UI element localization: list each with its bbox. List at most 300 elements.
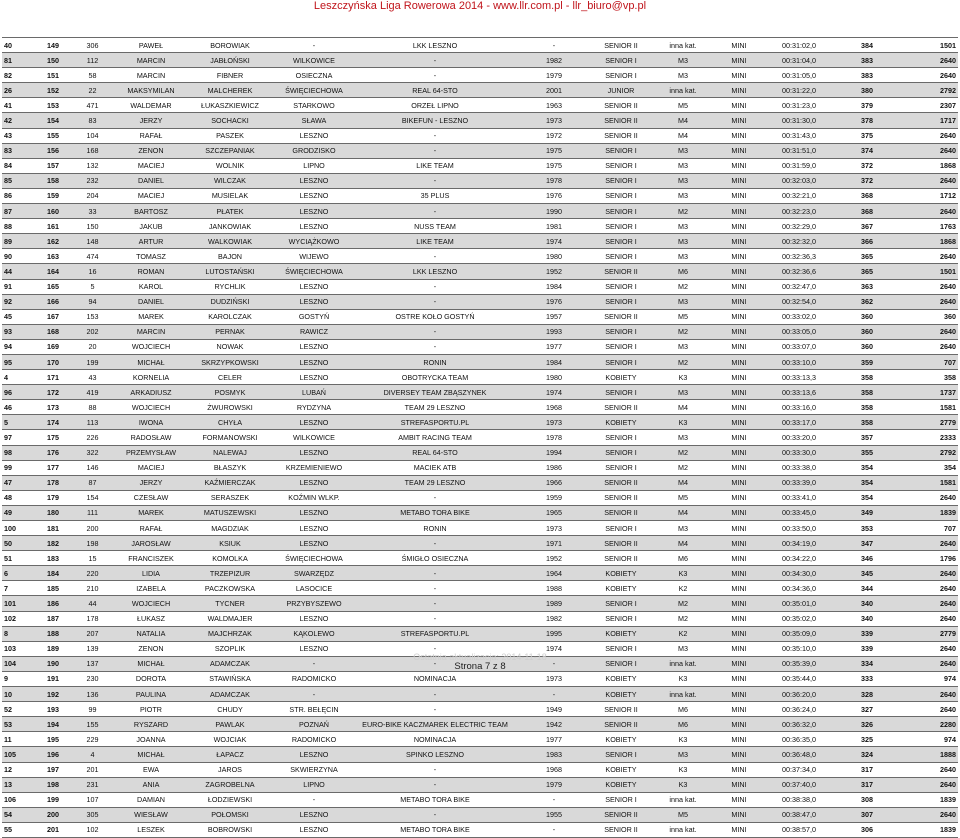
age-group-cell: K3 <box>649 777 717 792</box>
time-cell: 00:34:30,0 <box>761 566 837 581</box>
overall-place-cell: 182 <box>36 536 70 551</box>
time-cell: 00:33:10,0 <box>761 354 837 369</box>
last-name-cell: CHYŁA <box>187 415 273 430</box>
town-cell: ŚWIĘCIECHOWA <box>273 551 355 566</box>
time-cell: 00:33:45,0 <box>761 505 837 520</box>
total-points-cell: 2280 <box>897 717 958 732</box>
category-cell: SENIOR II <box>593 822 649 837</box>
last-name-cell: STAWIŃSKA <box>187 671 273 686</box>
points-cell: 365 <box>837 264 897 279</box>
first-name-cell: MAREK <box>115 309 187 324</box>
birth-year-cell: 1989 <box>515 596 593 611</box>
category-cell: SENIOR I <box>593 204 649 219</box>
table-row <box>2 777 958 792</box>
last-name-cell: PASZEK <box>187 128 273 143</box>
category-place-cell: 26 <box>2 83 36 98</box>
bib-number-cell: 155 <box>70 717 115 732</box>
distance-cell: MINI <box>717 83 761 98</box>
bib-number-cell: 136 <box>70 687 115 702</box>
first-name-cell: WOJCIECH <box>115 400 187 415</box>
last-name-cell: WILCZAK <box>187 173 273 188</box>
category-place-cell: 9 <box>2 671 36 686</box>
town-cell: WYCIĄŻKOWO <box>273 234 355 249</box>
category-place-cell: 50 <box>2 536 36 551</box>
table-row <box>2 536 958 551</box>
points-cell: 339 <box>837 626 897 641</box>
town-cell: RYDZYNA <box>273 400 355 415</box>
category-cell: SENIOR I <box>593 354 649 369</box>
distance-cell: MINI <box>717 777 761 792</box>
bib-number-cell: 201 <box>70 762 115 777</box>
last-name-cell: SERASZEK <box>187 490 273 505</box>
table-row <box>2 762 958 777</box>
table-row <box>2 400 958 415</box>
last-name-cell: POSMYK <box>187 385 273 400</box>
first-name-cell: MICHAŁ <box>115 747 187 762</box>
distance-cell: MINI <box>717 596 761 611</box>
last-name-cell: CELER <box>187 370 273 385</box>
birth-year-cell: 1959 <box>515 490 593 505</box>
bib-number-cell: 198 <box>70 536 115 551</box>
overall-place-cell: 174 <box>36 415 70 430</box>
birth-year-cell: 1968 <box>515 400 593 415</box>
category-place-cell: 95 <box>2 354 36 369</box>
age-group-cell: M4 <box>649 113 717 128</box>
town-cell: LESZNO <box>273 128 355 143</box>
birth-year-cell: 1964 <box>515 566 593 581</box>
club-cell: - <box>355 204 515 219</box>
total-points-cell: 360 <box>897 309 958 324</box>
age-group-cell: inna kat. <box>649 792 717 807</box>
category-place-cell: 46 <box>2 400 36 415</box>
total-points-cell: 2640 <box>897 68 958 83</box>
overall-place-cell: 192 <box>36 687 70 702</box>
town-cell: LESZNO <box>273 521 355 536</box>
category-place-cell: 40 <box>2 38 36 53</box>
age-group-cell: M6 <box>649 551 717 566</box>
town-cell: LESZNO <box>273 641 355 656</box>
distance-cell: MINI <box>717 792 761 807</box>
points-cell: 358 <box>837 385 897 400</box>
time-cell: 00:34:19,0 <box>761 536 837 551</box>
overall-place-cell: 164 <box>36 264 70 279</box>
first-name-cell: WOJCIECH <box>115 596 187 611</box>
club-cell: LKK LESZNO <box>355 38 515 53</box>
category-cell: KOBIETY <box>593 732 649 747</box>
town-cell: LESZNO <box>273 611 355 626</box>
distance-cell: MINI <box>717 641 761 656</box>
category-place-cell: 85 <box>2 173 36 188</box>
time-cell: 00:31:30,0 <box>761 113 837 128</box>
club-cell: NOMINACJA <box>355 671 515 686</box>
category-place-cell: 54 <box>2 807 36 822</box>
bib-number-cell: 5 <box>70 279 115 294</box>
table-row <box>2 234 958 249</box>
overall-place-cell: 158 <box>36 173 70 188</box>
first-name-cell: MARCIN <box>115 68 187 83</box>
distance-cell: MINI <box>717 611 761 626</box>
bib-number-cell: 15 <box>70 551 115 566</box>
town-cell: LESZNO <box>273 173 355 188</box>
category-place-cell: 87 <box>2 204 36 219</box>
last-name-cell: KAŹMIERCZAK <box>187 475 273 490</box>
time-cell: 00:33:30,0 <box>761 445 837 460</box>
club-cell: MACIEK ATB <box>355 460 515 475</box>
age-group-cell: M3 <box>649 294 717 309</box>
age-group-cell: M2 <box>649 460 717 475</box>
bib-number-cell: 204 <box>70 188 115 203</box>
first-name-cell: PAWEŁ <box>115 38 187 53</box>
age-group-cell: M2 <box>649 354 717 369</box>
total-points-cell: 2640 <box>897 128 958 143</box>
time-cell: 00:32:21,0 <box>761 188 837 203</box>
total-points-cell: 2779 <box>897 626 958 641</box>
bib-number-cell: 88 <box>70 400 115 415</box>
category-place-cell: 97 <box>2 430 36 445</box>
points-cell: 307 <box>837 807 897 822</box>
town-cell: LESZNO <box>273 219 355 234</box>
total-points-cell: 2640 <box>897 173 958 188</box>
birth-year-cell: 1976 <box>515 188 593 203</box>
total-points-cell: 2640 <box>897 53 958 68</box>
birth-year-cell: 1949 <box>515 702 593 717</box>
distance-cell: MINI <box>717 822 761 837</box>
distance-cell: MINI <box>717 536 761 551</box>
overall-place-cell: 186 <box>36 596 70 611</box>
time-cell: 00:37:40,0 <box>761 777 837 792</box>
points-cell: 333 <box>837 671 897 686</box>
total-points-cell: 1501 <box>897 38 958 53</box>
bib-number-cell: 419 <box>70 385 115 400</box>
club-cell: - <box>355 566 515 581</box>
table-row <box>2 158 958 173</box>
age-group-cell: M4 <box>649 128 717 143</box>
distance-cell: MINI <box>717 551 761 566</box>
last-name-cell: JAROS <box>187 762 273 777</box>
distance-cell: MINI <box>717 581 761 596</box>
overall-place-cell: 173 <box>36 400 70 415</box>
bib-number-cell: 306 <box>70 38 115 53</box>
points-cell: 355 <box>837 445 897 460</box>
club-cell: METABO TORA BIKE <box>355 792 515 807</box>
overall-place-cell: 177 <box>36 460 70 475</box>
first-name-cell: RAFAŁ <box>115 521 187 536</box>
birth-year-cell: 1973 <box>515 671 593 686</box>
town-cell: LESZNO <box>273 354 355 369</box>
distance-cell: MINI <box>717 219 761 234</box>
bib-number-cell: 44 <box>70 596 115 611</box>
birth-year-cell: 1982 <box>515 611 593 626</box>
birth-year-cell: 1968 <box>515 762 593 777</box>
category-place-cell: 89 <box>2 234 36 249</box>
first-name-cell: KORNELIA <box>115 370 187 385</box>
distance-cell: MINI <box>717 249 761 264</box>
last-name-cell: SOCHACKI <box>187 113 273 128</box>
last-name-cell: POŁOMSKI <box>187 807 273 822</box>
age-group-cell: M5 <box>649 309 717 324</box>
club-cell: - <box>355 490 515 505</box>
age-group-cell: M3 <box>649 68 717 83</box>
total-points-cell: 707 <box>897 521 958 536</box>
distance-cell: MINI <box>717 173 761 188</box>
club-cell: - <box>355 762 515 777</box>
overall-place-cell: 162 <box>36 234 70 249</box>
time-cell: 00:32:03,0 <box>761 173 837 188</box>
club-cell: - <box>355 279 515 294</box>
age-group-cell: M5 <box>649 98 717 113</box>
age-group-cell: K3 <box>649 732 717 747</box>
birth-year-cell: 1973 <box>515 113 593 128</box>
bib-number-cell: 322 <box>70 445 115 460</box>
bib-number-cell: 168 <box>70 143 115 158</box>
bib-number-cell: 112 <box>70 53 115 68</box>
points-cell: 308 <box>837 792 897 807</box>
birth-year-cell: 1952 <box>515 551 593 566</box>
table-row <box>2 385 958 400</box>
age-group-cell: M2 <box>649 611 717 626</box>
distance-cell: MINI <box>717 143 761 158</box>
table-row <box>2 551 958 566</box>
bib-number-cell: 4 <box>70 747 115 762</box>
category-cell: SENIOR I <box>593 641 649 656</box>
club-cell: RONIN <box>355 354 515 369</box>
time-cell: 00:33:07,0 <box>761 339 837 354</box>
first-name-cell: JERZY <box>115 113 187 128</box>
age-group-cell: M3 <box>649 747 717 762</box>
overall-place-cell: 171 <box>36 370 70 385</box>
points-cell: 306 <box>837 822 897 837</box>
overall-place-cell: 176 <box>36 445 70 460</box>
bib-number-cell: 210 <box>70 581 115 596</box>
distance-cell: MINI <box>717 38 761 53</box>
time-cell: 00:32:23,0 <box>761 204 837 219</box>
distance-cell: MINI <box>717 324 761 339</box>
last-name-cell: FORMANOWSKI <box>187 430 273 445</box>
distance-cell: MINI <box>717 732 761 747</box>
bib-number-cell: 231 <box>70 777 115 792</box>
category-cell: KOBIETY <box>593 762 649 777</box>
first-name-cell: IWONA <box>115 415 187 430</box>
birth-year-cell: - <box>515 687 593 702</box>
town-cell: LESZNO <box>273 294 355 309</box>
birth-year-cell: 1988 <box>515 581 593 596</box>
town-cell: LESZNO <box>273 415 355 430</box>
category-cell: SENIOR I <box>593 219 649 234</box>
overall-place-cell: 196 <box>36 747 70 762</box>
age-group-cell: M3 <box>649 430 717 445</box>
total-points-cell: 974 <box>897 671 958 686</box>
birth-year-cell: - <box>515 38 593 53</box>
category-cell: SENIOR II <box>593 475 649 490</box>
table-row <box>2 581 958 596</box>
category-place-cell: 91 <box>2 279 36 294</box>
category-cell: SENIOR I <box>593 747 649 762</box>
distance-cell: MINI <box>717 204 761 219</box>
distance-cell: MINI <box>717 807 761 822</box>
overall-place-cell: 178 <box>36 475 70 490</box>
town-cell: STR. BEŁĘCIN <box>273 702 355 717</box>
overall-place-cell: 166 <box>36 294 70 309</box>
table-row <box>2 38 958 53</box>
club-cell: - <box>355 807 515 822</box>
total-points-cell: 2640 <box>897 777 958 792</box>
total-points-cell: 1717 <box>897 113 958 128</box>
category-place-cell: 94 <box>2 339 36 354</box>
age-group-cell: M3 <box>649 339 717 354</box>
birth-year-cell: 1976 <box>515 294 593 309</box>
category-cell: KOBIETY <box>593 626 649 641</box>
category-place-cell: 92 <box>2 294 36 309</box>
club-cell: - <box>355 128 515 143</box>
category-place-cell: 12 <box>2 762 36 777</box>
first-name-cell: WALDEMAR <box>115 98 187 113</box>
category-cell: KOBIETY <box>593 777 649 792</box>
town-cell: LUBAŃ <box>273 385 355 400</box>
age-group-cell: inna kat. <box>649 822 717 837</box>
total-points-cell: 2640 <box>897 143 958 158</box>
category-place-cell: 48 <box>2 490 36 505</box>
last-name-cell: MAGDZIAK <box>187 521 273 536</box>
page-number: Strona 7 z 8 <box>454 661 506 672</box>
points-cell: 362 <box>837 294 897 309</box>
points-cell: 383 <box>837 53 897 68</box>
age-group-cell: M3 <box>649 385 717 400</box>
time-cell: 00:36:20,0 <box>761 687 837 702</box>
points-cell: 334 <box>837 656 897 671</box>
birth-year-cell: 1963 <box>515 98 593 113</box>
points-cell: 374 <box>837 143 897 158</box>
total-points-cell: 2640 <box>897 204 958 219</box>
points-cell: 347 <box>837 536 897 551</box>
time-cell: 00:33:16,0 <box>761 400 837 415</box>
category-cell: SENIOR II <box>593 400 649 415</box>
table-row <box>2 415 958 430</box>
category-cell: SENIOR I <box>593 279 649 294</box>
first-name-cell: PIOTR <box>115 702 187 717</box>
overall-place-cell: 151 <box>36 68 70 83</box>
first-name-cell: ŁUKASZ <box>115 611 187 626</box>
club-cell: OBOTRYCKA TEAM <box>355 370 515 385</box>
last-name-cell: SZCZEPANIAK <box>187 143 273 158</box>
birth-year-cell: 1982 <box>515 53 593 68</box>
time-cell: 00:35:44,0 <box>761 671 837 686</box>
total-points-cell: 2640 <box>897 807 958 822</box>
table-row <box>2 143 958 158</box>
overall-place-cell: 169 <box>36 339 70 354</box>
club-cell: LKK LESZNO <box>355 264 515 279</box>
points-cell: 354 <box>837 475 897 490</box>
birth-year-cell: 1978 <box>515 173 593 188</box>
category-cell: SENIOR I <box>593 596 649 611</box>
category-place-cell: 11 <box>2 732 36 747</box>
total-points-cell: 2792 <box>897 445 958 460</box>
last-name-cell: NOWAK <box>187 339 273 354</box>
total-points-cell: 2779 <box>897 415 958 430</box>
time-cell: 00:33:39,0 <box>761 475 837 490</box>
category-place-cell: 8 <box>2 626 36 641</box>
category-place-cell: 86 <box>2 188 36 203</box>
category-place-cell: 98 <box>2 445 36 460</box>
table-row <box>2 521 958 536</box>
club-cell: METABO TORA BIKE <box>355 505 515 520</box>
points-cell: 368 <box>837 204 897 219</box>
distance-cell: MINI <box>717 626 761 641</box>
time-cell: 00:33:38,0 <box>761 460 837 475</box>
age-group-cell: M4 <box>649 400 717 415</box>
club-cell: 35 PLUS <box>355 188 515 203</box>
overall-place-cell: 190 <box>36 656 70 671</box>
first-name-cell: MICHAŁ <box>115 656 187 671</box>
age-group-cell: M3 <box>649 641 717 656</box>
category-cell: SENIOR II <box>593 490 649 505</box>
table-row <box>2 505 958 520</box>
total-points-cell: 2640 <box>897 490 958 505</box>
age-group-cell: inna kat. <box>649 656 717 671</box>
last-name-cell: ŁAPACZ <box>187 747 273 762</box>
category-cell: SENIOR II <box>593 98 649 113</box>
table-row <box>2 792 958 807</box>
last-name-cell: ADAMCZAK <box>187 656 273 671</box>
age-group-cell: K3 <box>649 762 717 777</box>
overall-place-cell: 195 <box>36 732 70 747</box>
first-name-cell: MACIEJ <box>115 188 187 203</box>
age-group-cell: M5 <box>649 490 717 505</box>
category-cell: KOBIETY <box>593 671 649 686</box>
category-cell: SENIOR II <box>593 536 649 551</box>
total-points-cell: 1763 <box>897 219 958 234</box>
last-name-cell: KAROLCZAK <box>187 309 273 324</box>
last-name-cell: ŁODZIEWSKI <box>187 792 273 807</box>
overall-place-cell: 175 <box>36 430 70 445</box>
points-cell: 366 <box>837 234 897 249</box>
overall-place-cell: 159 <box>36 188 70 203</box>
bib-number-cell: 207 <box>70 626 115 641</box>
points-cell: 363 <box>837 279 897 294</box>
category-cell: SENIOR II <box>593 807 649 822</box>
overall-place-cell: 193 <box>36 702 70 717</box>
club-cell: ORZEŁ LIPNO <box>355 98 515 113</box>
time-cell: 00:31:04,0 <box>761 53 837 68</box>
time-cell: 00:35:02,0 <box>761 611 837 626</box>
town-cell: WILKOWICE <box>273 430 355 445</box>
time-cell: 00:37:34,0 <box>761 762 837 777</box>
first-name-cell: MACIEJ <box>115 460 187 475</box>
category-place-cell: 51 <box>2 551 36 566</box>
town-cell: SŁAWA <box>273 113 355 128</box>
birth-year-cell: 1974 <box>515 385 593 400</box>
bib-number-cell: 139 <box>70 641 115 656</box>
birth-year-cell: 1977 <box>515 732 593 747</box>
age-group-cell: M6 <box>649 264 717 279</box>
club-cell: - <box>355 339 515 354</box>
category-place-cell: 7 <box>2 581 36 596</box>
total-points-cell: 2333 <box>897 430 958 445</box>
total-points-cell: 1796 <box>897 551 958 566</box>
time-cell: 00:31:05,0 <box>761 68 837 83</box>
last-name-cell: BŁASZYK <box>187 460 273 475</box>
last-name-cell: TRZEPIZUR <box>187 566 273 581</box>
town-cell: GRODZISKO <box>273 143 355 158</box>
first-name-cell: PRZEMYSŁAW <box>115 445 187 460</box>
birth-year-cell: - <box>515 656 593 671</box>
time-cell: 00:33:17,0 <box>761 415 837 430</box>
bib-number-cell: 83 <box>70 113 115 128</box>
points-cell: 324 <box>837 747 897 762</box>
last-name-cell: BAJON <box>187 249 273 264</box>
first-name-cell: ARKADIUSZ <box>115 385 187 400</box>
bib-number-cell: 199 <box>70 354 115 369</box>
distance-cell: MINI <box>717 53 761 68</box>
